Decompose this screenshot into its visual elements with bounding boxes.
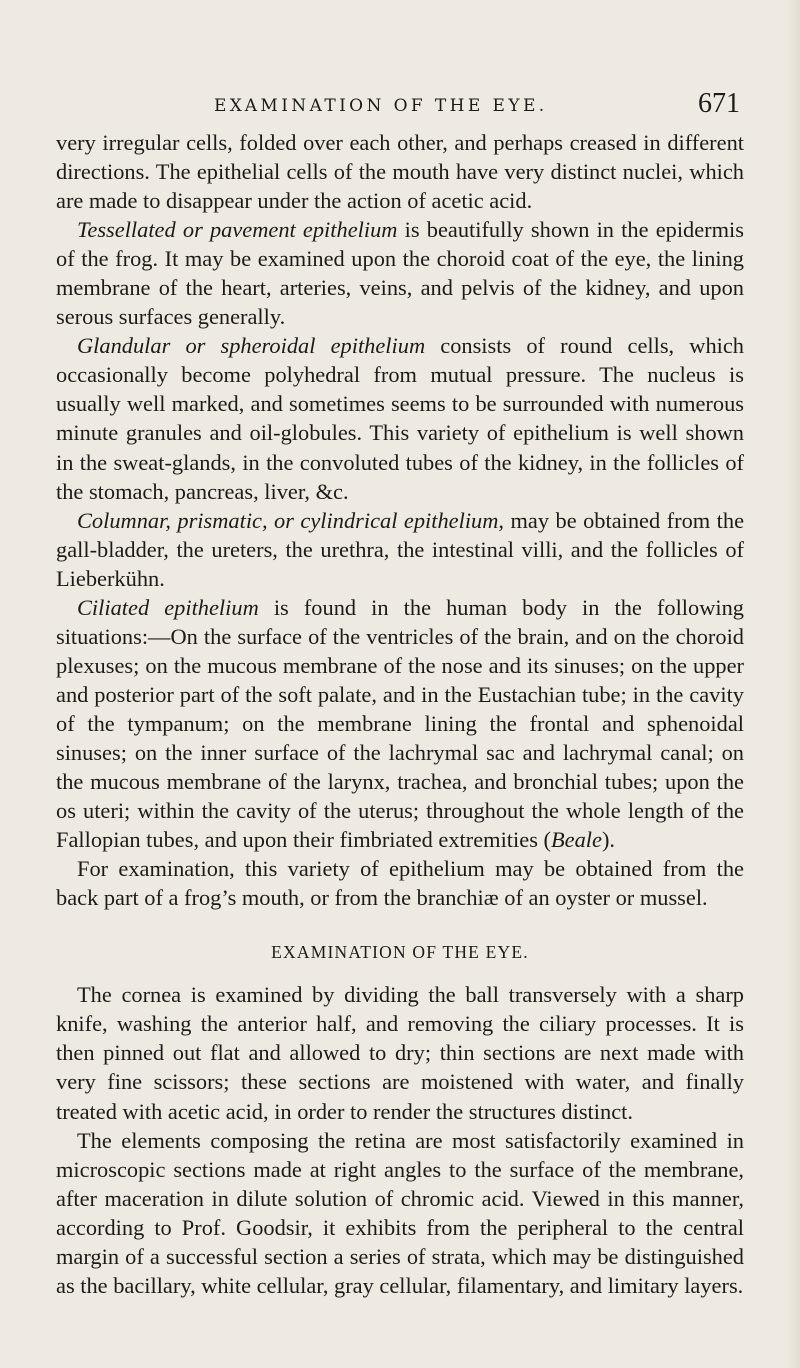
book-page xyxy=(56,88,744,1300)
text-ciliated: is found in the human body in the following situations:—On the surface of the ventricles of the brain, and on the choroid plexuses; on the mucous membrane of the nose and its sinuses; on the upper and posterior part of the soft palate, and in the Eustachian tube; in the cavity of the tympanum; on the membrane lining the frontal and sphenoidal sinuses; on the inner surface of the lachrymal sac and lachrymal canal; on the mucous membrane of the larynx, trachea, and bronchial tubes; upon the os uteri; within the cavity of the uterus; throughout the whole length of the Fallopian tubes, and upon their fimbriated extremities ( xyxy=(56,594,744,853)
text-ciliated-end: ). xyxy=(601,827,616,853)
paper-edge xyxy=(786,0,800,1368)
text-columnar: may be obtained from the gall-bladder, the ureters, the urethra, the intestinal villi, and the follicles of Lieberkühn. xyxy=(56,507,745,591)
paragraph-retina: The elements composing the retina are most satisfactorily examined in microscopic sections made at right angles to the surface of the membrane, after maceration in dilute solution of chromic acid. Viewed in this manner, according to Prof. Goodsir, it exhibits from the peripheral to the central margin of a successful section a series of strata, which may be distinguished as the bacillary, white cellular, gray cellular, filamentary, and limitary layers. xyxy=(56,1127,744,1298)
term-ciliated: Ciliated epithelium xyxy=(77,594,259,620)
paragraph-ciliated xyxy=(56,593,744,854)
paragraph-columnar xyxy=(56,506,744,593)
section-heading: EXAMINATION OF THE EYE. xyxy=(271,942,529,963)
text-tessellated: is beautifully shown in the epidermis of the frog. It may be examined upon the choroid coat of the eye, the lining membrane of the heart, arteries, veins, and pelvis of the kidney, and upon serous surfaces generally. xyxy=(56,217,744,330)
term-glandular: Glandular or spheroidal epithelium xyxy=(77,333,426,359)
text-glandular: consists of round cells, which occasionally become polyhedral from mutual pressure. The nucleus is usually well marked, and sometimes seems to be surrounded with numerous minute granules and oil-globules. This variety of epithelium is well shown in the sweat-glands, in the convoluted tubes of the kidney, in the follicles of the stomach, pancreas, liver, &c. xyxy=(56,333,744,504)
reference-beale: Beale xyxy=(550,827,602,853)
running-head xyxy=(56,88,744,128)
paragraph-mouth-cells: very irregular cells, folded over each other, and perhaps creased in different directions. The epithelial cells of the mouth have very distinct nuclei, which are made to disappear under the action of acetic acid. xyxy=(56,130,744,214)
term-columnar: Columnar, prismatic, or cylindrical epithelium, xyxy=(77,507,505,533)
paragraph-glandular xyxy=(56,331,744,505)
page-number: 671 xyxy=(698,88,740,119)
body-text xyxy=(56,128,744,1300)
running-title: EXAMINATION OF THE EYE. xyxy=(214,96,548,116)
paragraph-tessellated xyxy=(56,215,744,331)
paragraph-examination-source: For examination, this variety of epithelium may be obtained from the back part of a frog’s mouth, or from the branchiæ of an oyster or mussel. xyxy=(56,856,744,911)
paragraph-cornea: The cornea is examined by dividing the ball transversely with a sharp knife, washing the anterior half, and removing the ciliary processes. It is then pinned out flat and allowed to dry; thin sections are next made with very fine scissors; these sections are moistened with water, and finally treated with acetic acid, in order to render the structures distinct. xyxy=(56,982,744,1124)
term-tessellated: Tessellated or pavement epithelium xyxy=(77,217,398,243)
